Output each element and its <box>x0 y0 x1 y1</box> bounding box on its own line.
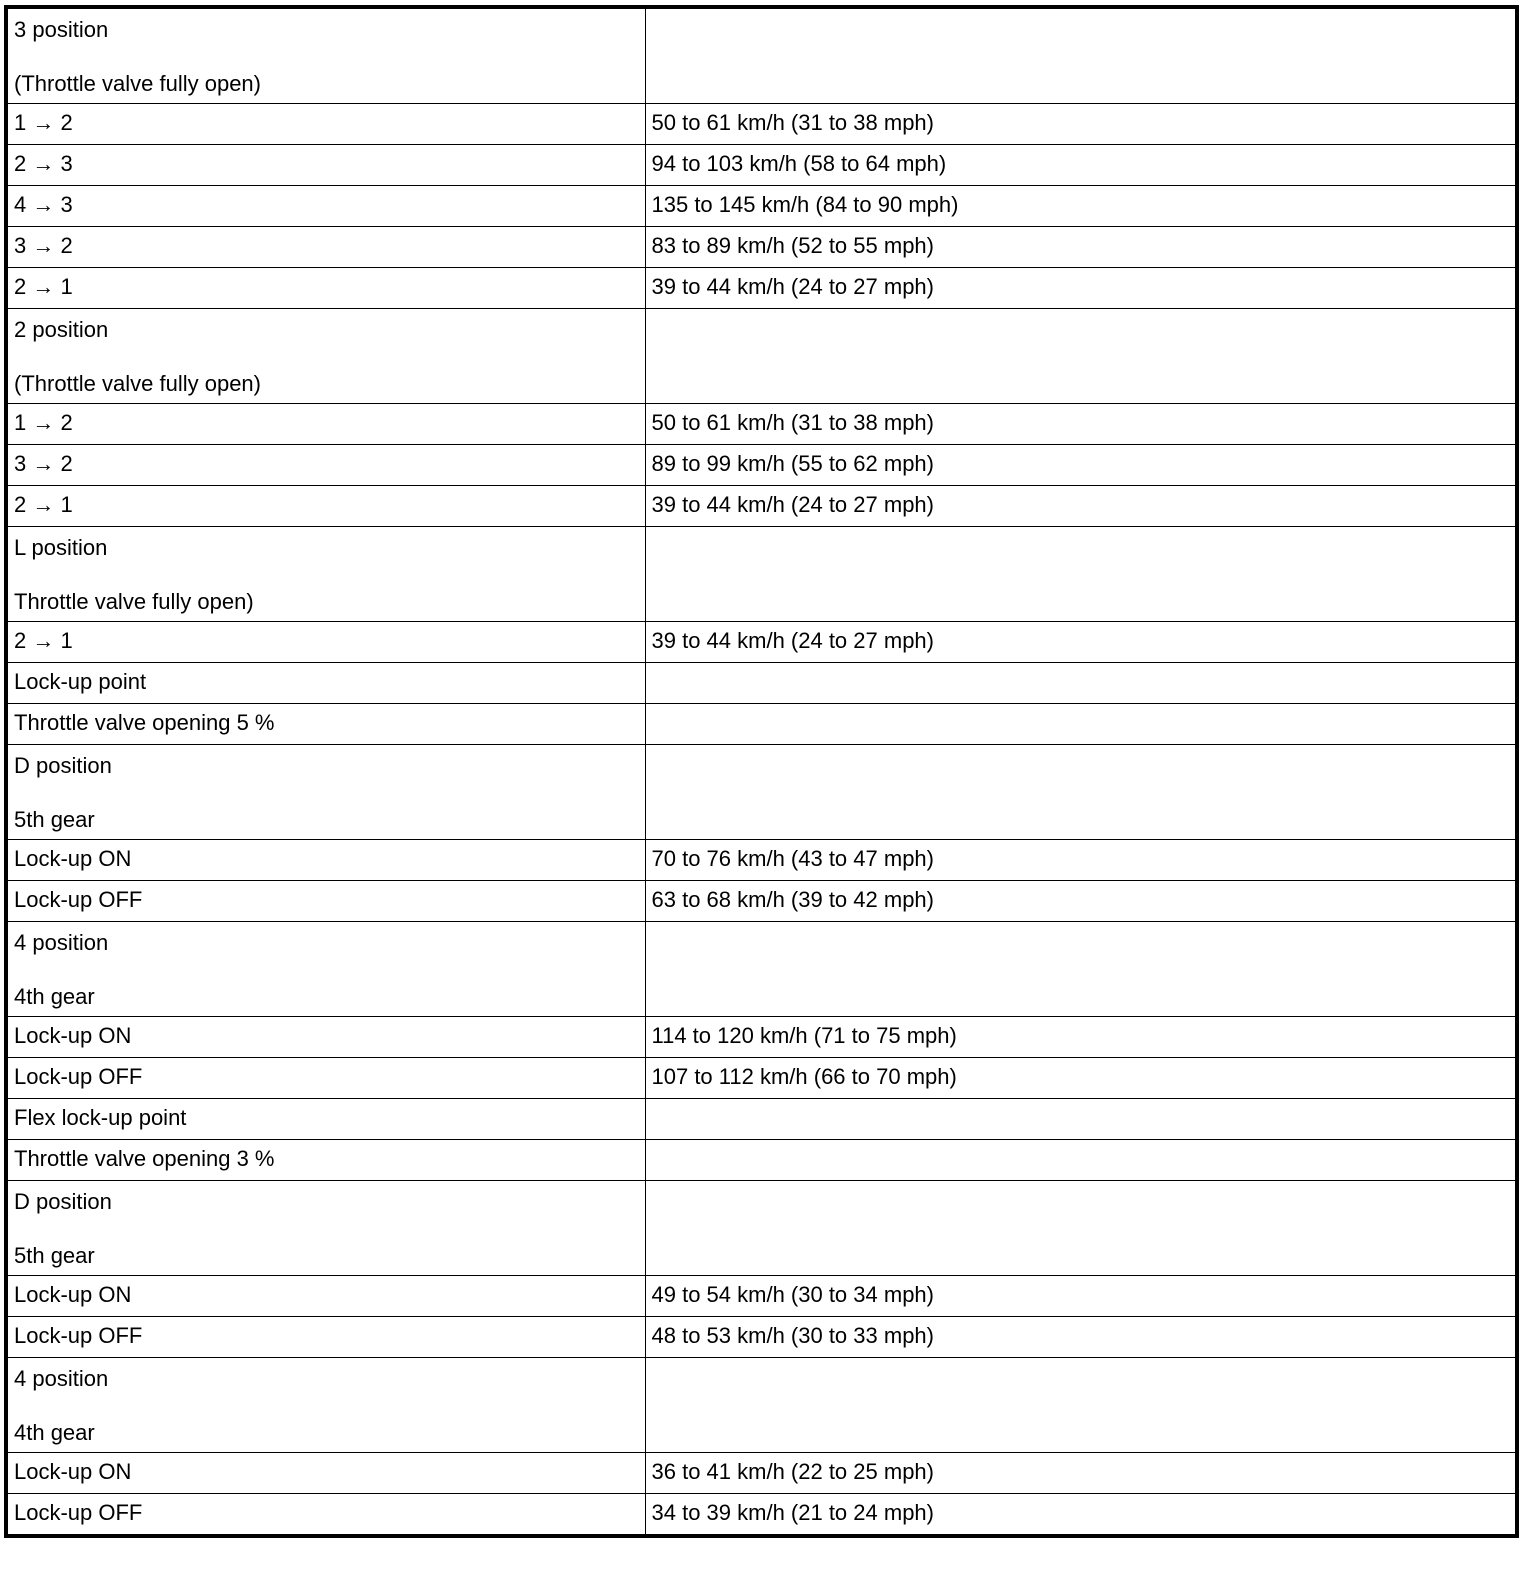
table-row <box>6 1453 1517 1494</box>
table-row <box>6 445 1517 486</box>
table-row <box>6 663 1517 704</box>
speed-value-cell <box>645 309 1517 404</box>
section-title: D position <box>14 753 112 778</box>
section-header-row <box>6 1181 1517 1276</box>
condition-cell: Lock-up OFF <box>6 1494 645 1537</box>
table-row <box>6 486 1517 527</box>
section-header-row <box>6 922 1517 1017</box>
section-title: D position <box>14 1189 112 1214</box>
condition-cell: Lock-up ON <box>6 1017 645 1058</box>
speed-value-cell <box>645 1181 1517 1276</box>
speed-value-cell: 39 to 44 km/h (24 to 27 mph) <box>645 268 1517 309</box>
speed-value-cell: 50 to 61 km/h (31 to 38 mph) <box>645 404 1517 445</box>
condition-cell <box>6 527 645 622</box>
speed-value-cell: 83 to 89 km/h (52 to 55 mph) <box>645 227 1517 268</box>
speed-value-cell <box>645 1099 1517 1140</box>
table-row <box>6 1099 1517 1140</box>
table-row <box>6 145 1517 186</box>
table-row <box>6 227 1517 268</box>
condition-cell: 4 → 3 <box>6 186 645 227</box>
table-row <box>6 268 1517 309</box>
section-header-row <box>6 527 1517 622</box>
speed-value-cell: 39 to 44 km/h (24 to 27 mph) <box>645 486 1517 527</box>
section-subtitle: Throttle valve fully open) <box>14 589 254 614</box>
table-row <box>6 186 1517 227</box>
table-row <box>6 622 1517 663</box>
condition-cell: 3 → 2 <box>6 445 645 486</box>
speed-value-cell: 70 to 76 km/h (43 to 47 mph) <box>645 840 1517 881</box>
condition-cell: 2 → 3 <box>6 145 645 186</box>
section-header-row <box>6 309 1517 404</box>
condition-cell: 1 → 2 <box>6 104 645 145</box>
condition-cell: Lock-up ON <box>6 1276 645 1317</box>
speed-value-cell: 135 to 145 km/h (84 to 90 mph) <box>645 186 1517 227</box>
table-row <box>6 840 1517 881</box>
section-header-row <box>6 745 1517 840</box>
speed-value-cell <box>645 7 1517 104</box>
table-row <box>6 1494 1517 1537</box>
table-row <box>6 1140 1517 1181</box>
condition-cell <box>6 745 645 840</box>
speed-value-cell <box>645 663 1517 704</box>
section-subtitle: 4th gear <box>14 984 95 1009</box>
speed-value-cell <box>645 745 1517 840</box>
section-title: 4 position <box>14 930 109 955</box>
section-header-row <box>6 1358 1517 1453</box>
table-row <box>6 1058 1517 1099</box>
speed-value-cell: 107 to 112 km/h (66 to 70 mph) <box>645 1058 1517 1099</box>
speed-value-cell: 114 to 120 km/h (71 to 75 mph) <box>645 1017 1517 1058</box>
shift-point-table-body <box>6 7 1517 1536</box>
condition-cell: Throttle valve opening 3 % <box>6 1140 645 1181</box>
condition-cell: Lock-up ON <box>6 1453 645 1494</box>
speed-value-cell <box>645 1140 1517 1181</box>
condition-cell: Lock-up OFF <box>6 1317 645 1358</box>
condition-cell: Throttle valve opening 5 % <box>6 704 645 745</box>
table-row <box>6 704 1517 745</box>
condition-cell <box>6 1358 645 1453</box>
speed-value-cell: 50 to 61 km/h (31 to 38 mph) <box>645 104 1517 145</box>
condition-cell: 2 → 1 <box>6 622 645 663</box>
speed-value-cell <box>645 922 1517 1017</box>
speed-value-cell: 89 to 99 km/h (55 to 62 mph) <box>645 445 1517 486</box>
condition-cell: 2 → 1 <box>6 486 645 527</box>
condition-cell <box>6 7 645 104</box>
section-subtitle: (Throttle valve fully open) <box>14 71 261 96</box>
speed-value-cell: 63 to 68 km/h (39 to 42 mph) <box>645 881 1517 922</box>
condition-cell: Lock-up OFF <box>6 1058 645 1099</box>
section-subtitle: (Throttle valve fully open) <box>14 371 261 396</box>
speed-value-cell: 34 to 39 km/h (21 to 24 mph) <box>645 1494 1517 1537</box>
condition-cell <box>6 1181 645 1276</box>
table-row <box>6 881 1517 922</box>
section-subtitle: 5th gear <box>14 1243 95 1268</box>
speed-value-cell <box>645 704 1517 745</box>
speed-value-cell: 94 to 103 km/h (58 to 64 mph) <box>645 145 1517 186</box>
speed-value-cell <box>645 527 1517 622</box>
condition-cell <box>6 922 645 1017</box>
condition-cell: 3 → 2 <box>6 227 645 268</box>
condition-cell: Lock-up ON <box>6 840 645 881</box>
speed-value-cell <box>645 1358 1517 1453</box>
speed-value-cell: 36 to 41 km/h (22 to 25 mph) <box>645 1453 1517 1494</box>
section-title: 4 position <box>14 1366 109 1391</box>
section-title: L position <box>14 535 108 560</box>
table-row <box>6 1017 1517 1058</box>
condition-cell: Lock-up point <box>6 663 645 704</box>
section-subtitle: 5th gear <box>14 807 95 832</box>
condition-cell: 1 → 2 <box>6 404 645 445</box>
condition-cell: Lock-up OFF <box>6 881 645 922</box>
table-row <box>6 404 1517 445</box>
speed-value-cell: 48 to 53 km/h (30 to 33 mph) <box>645 1317 1517 1358</box>
table-row <box>6 1317 1517 1358</box>
table-row <box>6 104 1517 145</box>
speed-value-cell: 49 to 54 km/h (30 to 34 mph) <box>645 1276 1517 1317</box>
section-subtitle: 4th gear <box>14 1420 95 1445</box>
section-header-row <box>6 7 1517 104</box>
table-row <box>6 1276 1517 1317</box>
section-title: 2 position <box>14 317 109 342</box>
speed-value-cell: 39 to 44 km/h (24 to 27 mph) <box>645 622 1517 663</box>
condition-cell <box>6 309 645 404</box>
condition-cell: 2 → 1 <box>6 268 645 309</box>
condition-cell: Flex lock-up point <box>6 1099 645 1140</box>
section-title: 3 position <box>14 17 109 42</box>
shift-point-table <box>4 5 1519 1538</box>
